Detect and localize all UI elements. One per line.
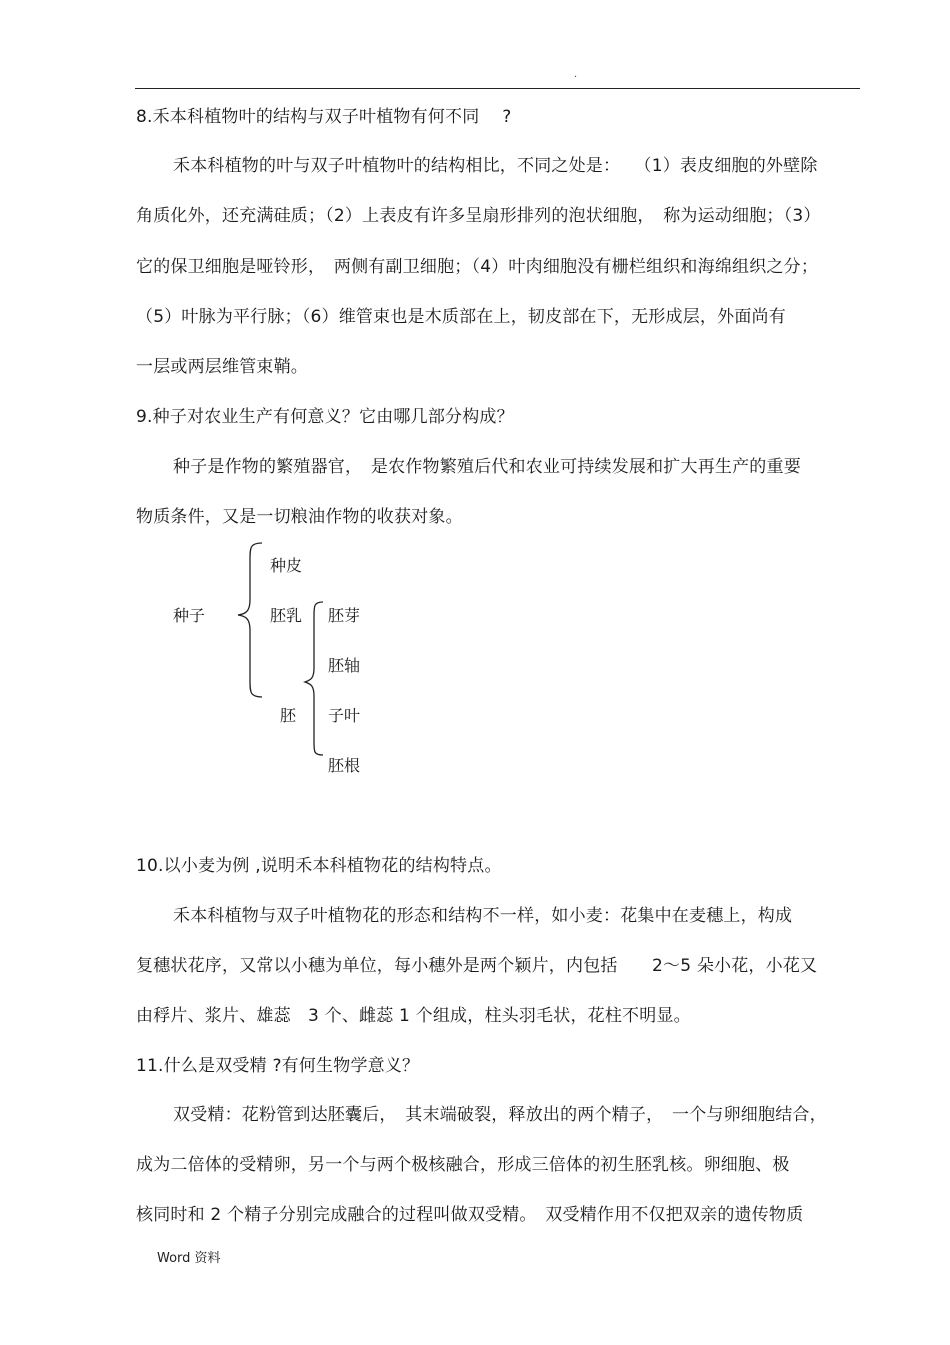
q10-line-2: 复穗状花序，又常以小穗为单位，每小穗外是两个颖片，内包括 2～5 朵小花，小花又 xyxy=(136,956,818,976)
inner-brace xyxy=(305,602,323,755)
plumule-label: 胚芽 xyxy=(328,606,361,625)
q8-title: 8.禾本科植物叶的结构与双子叶植物有何不同 ? xyxy=(136,107,512,127)
q9-line-1: 种子是作物的繁殖器官， 是农作物繁殖后代和农业可持续发展和扩大再生产的重要 xyxy=(173,457,801,477)
q10-title: 10.以小麦为例 ,说明禾本科植物花的结构特点。 xyxy=(136,856,502,876)
q8-line-1: 禾本科植物的叶与双子叶植物叶的结构相比，不同之处是： （1）表皮细胞的外壁除 xyxy=(173,156,818,176)
seed-coat-label: 种皮 xyxy=(270,556,303,575)
q8-line-5: 一层或两层维管束鞘。 xyxy=(136,357,308,377)
q8-line-3: 它的保卫细胞是哑铃形， 两侧有副卫细胞；（4）叶肉细胞没有栅栏组织和海绵组织之分； xyxy=(136,257,819,277)
q8-line-2: 角质化外，还充满硅质；（2）上表皮有许多呈扇形排列的泡状细胞， 称为运动细胞；（3） xyxy=(136,206,821,226)
q11-line-1: 双受精：花粉管到达胚囊后， 其末端破裂，释放出的两个精子， 一个与卵细胞结合， xyxy=(173,1105,827,1125)
footer-label: Word 资料 xyxy=(157,1251,221,1266)
embryo-label: 胚 xyxy=(280,706,297,725)
q11-title: 11.什么是双受精 ?有何生物学意义？ xyxy=(136,1056,420,1076)
q9-title: 9.种子对农业生产有何意义？它由哪几部分构成？ xyxy=(136,407,514,427)
q10-line-1: 禾本科植物与双子叶植物花的形态和结构不一样，如小麦：花集中在麦穗上，构成 xyxy=(173,906,793,926)
endosperm-label: 胚乳 xyxy=(270,606,303,625)
cotyledon-label: 子叶 xyxy=(328,706,361,725)
seed-label: 种子 xyxy=(173,606,206,625)
q11-line-2: 成为二倍体的受精卵，另一个与两个极核融合，形成三倍体的初生胚乳核。卵细胞、极 xyxy=(136,1155,790,1175)
radicle-label: 胚根 xyxy=(328,756,361,775)
hypocotyl-label: 胚轴 xyxy=(328,656,361,675)
q10-line-3: 由稃片、浆片、雄蕊 3 个、雌蕊 1 个组成，柱头羽毛状，花柱不明显。 xyxy=(136,1006,691,1026)
header-dot: . xyxy=(574,69,578,80)
q11-line-3: 核同时和 2 个精子分别完成融合的过程叫做双受精。 双受精作用不仅把双亲的遗传物质 xyxy=(136,1205,804,1225)
outer-brace xyxy=(238,543,262,697)
q8-line-4: （5）叶脉为平行脉；（6）维管束也是木质部在上，韧皮部在下，无形成层，外面尚有 xyxy=(136,307,786,327)
q9-line-2: 物质条件，又是一切粮油作物的收获对象。 xyxy=(136,507,463,527)
